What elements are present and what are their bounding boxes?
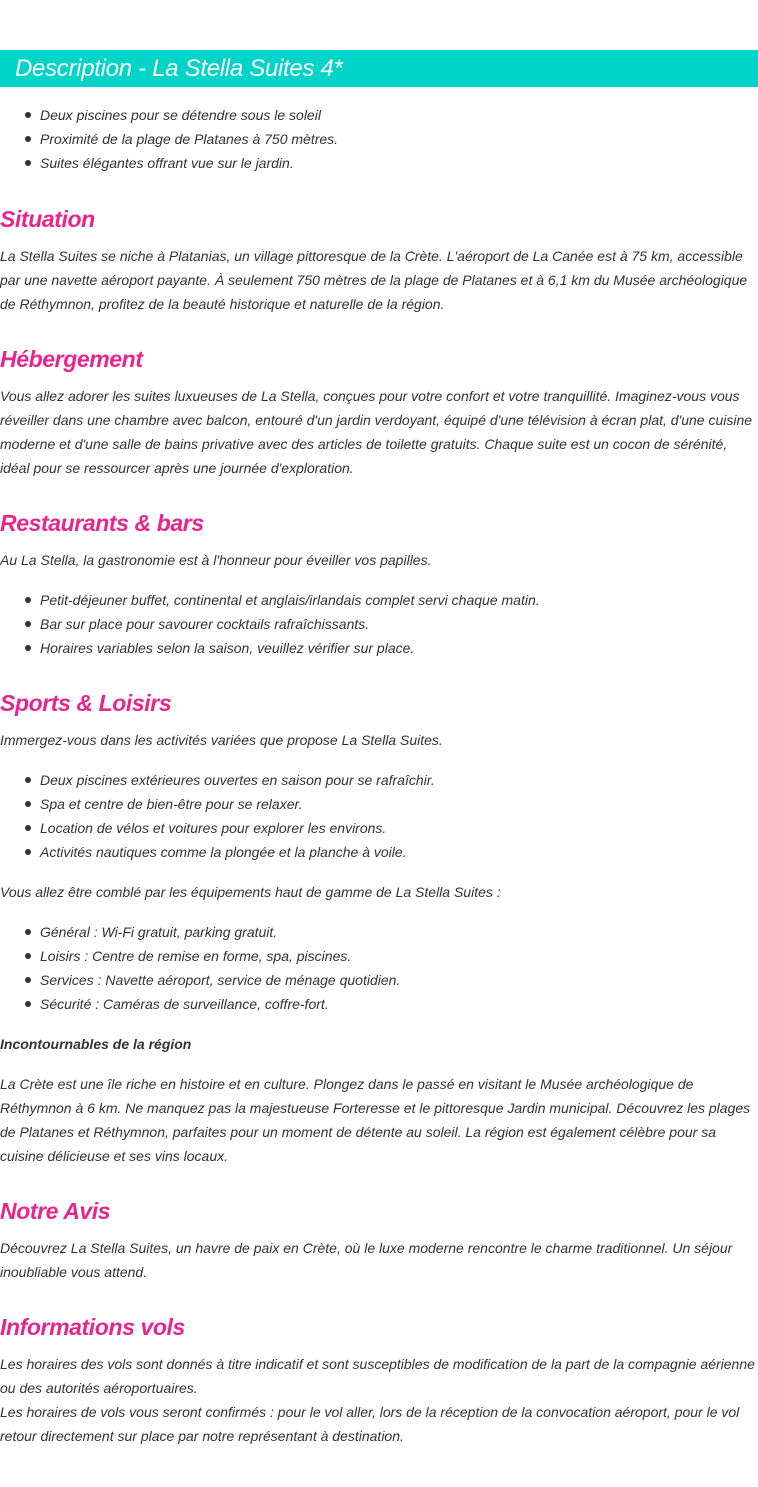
- equipment-intro: Vous allez être comblé par les équipements haut de gamme de La Stella Suites :: [0, 884, 501, 900]
- list-item: Deux piscines extérieures ouvertes en saison pour se rafraîchir.: [40, 768, 758, 792]
- situation-text: La Stella Suites se niche à Platanias, un village pittoresque de la Crète. L'aéroport de La Canée est à 75 km, accessible par une navette aéroport payante. À seulement 750 mètres de la plage de Platanes et à 6,1 km du Musée archéologique de Réthymnon, profitez de la beauté historique et naturelle de la région.: [0, 248, 748, 312]
- equipment-list: [0, 920, 758, 1016]
- avis-text: Découvrez La Stella Suites, un havre de paix en Crète, où le luxe moderne rencontre le charme traditionnel. Un séjour inoubliable vous attend.: [0, 1240, 733, 1280]
- situation-heading: Situation: [0, 206, 95, 232]
- list-item: Horaires variables selon la saison, veuillez vérifier sur place.: [40, 636, 758, 660]
- list-item: Suites élégantes offrant vue sur le jardin.: [40, 151, 758, 175]
- list-item: Général : Wi-Fi gratuit, parking gratuit.: [40, 920, 758, 944]
- region-heading: Incontournables de la région: [0, 1036, 192, 1052]
- restaurants-heading: Restaurants & bars: [0, 510, 204, 536]
- list-item: Activités nautiques comme la plongée et la planche à voile.: [40, 840, 758, 864]
- list-item: Deux piscines pour se détendre sous le soleil: [40, 103, 758, 127]
- list-item: Spa et centre de bien-être pour se relaxer.: [40, 792, 758, 816]
- vols-text-2: Les horaires de vols vous seront confirmés : pour le vol aller, lors de la réception de la convocation aéroport, pour le vol retour directement sur place par notre représentant à destination.: [0, 1404, 740, 1444]
- hebergement-heading: Hébergement: [0, 346, 143, 372]
- restaurants-intro: Au La Stella, la gastronomie est à l'honneur pour éveiller vos papilles.: [0, 552, 432, 568]
- list-item: Loisirs : Centre de remise en forme, spa, piscines.: [40, 944, 758, 968]
- hebergement-text: Vous allez adorer les suites luxueuses de La Stella, conçues pour votre confort et votre tranquillité. Imaginez-vous vous réveiller dans une chambre avec balcon, entouré d'un jardin verdoyant, équipé d'une télévision à écran plat, d'une cuisine moderne et d'une salle de bains privative avec des articles de toilette gratuits. Chaque suite est un cocon de sérénité, idéal pour se ressourcer après une journée d'exploration.: [0, 388, 753, 476]
- vols-heading: Informations vols: [0, 1314, 185, 1340]
- vols-text-1: Les horaires des vols sont donnés à titre indicatif et sont susceptibles de modification de la part de la compagnie aérienne ou des autorités aéroportuaires.: [0, 1356, 755, 1396]
- region-text: La Crète est une île riche en histoire et en culture. Plongez dans le passé en visitant le Musée archéologique de Réthymnon à 6 km. Ne manquez pas la majestueuse Forteresse et le pittoresque Jardin municipal. Découvrez les plages de Platanes et Réthymnon, parfaites pour un moment de détente au soleil. La région est également célèbre pour sa cuisine délicieuse et ses vins locaux.: [0, 1076, 751, 1164]
- sports-list: [0, 768, 758, 864]
- page-title: Description - La Stella Suites 4*: [15, 54, 343, 82]
- list-item: Proximité de la plage de Platanes à 750 mètres.: [40, 127, 758, 151]
- list-item: Petit-déjeuner buffet, continental et anglais/irlandais complet servi chaque matin.: [40, 588, 758, 612]
- restaurants-list: [0, 588, 758, 660]
- list-item: Location de vélos et voitures pour explorer les environs.: [40, 816, 758, 840]
- description-banner: [0, 50, 758, 87]
- list-item: Services : Navette aéroport, service de ménage quotidien.: [40, 968, 758, 992]
- highlights-list: [0, 103, 758, 175]
- list-item: Bar sur place pour savourer cocktails rafraîchissants.: [40, 612, 758, 636]
- list-item: Sécurité : Caméras de surveillance, coffre-fort.: [40, 992, 758, 1016]
- sports-heading: Sports & Loisirs: [0, 690, 172, 716]
- avis-heading: Notre Avis: [0, 1198, 111, 1224]
- sports-intro: Immergez-vous dans les activités variées que propose La Stella Suites.: [0, 732, 443, 748]
